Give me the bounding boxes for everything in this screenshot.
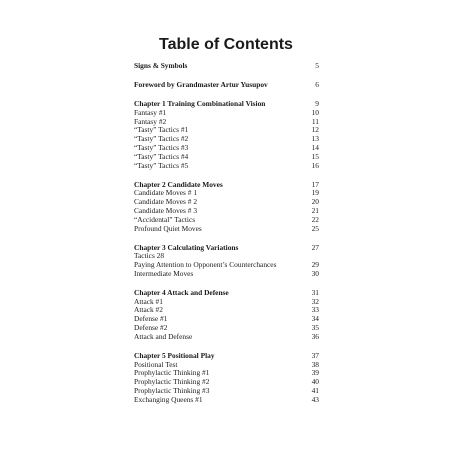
toc-entry-page: 43: [311, 394, 319, 404]
toc-entry-row: [134, 225, 319, 234]
toc-entry-title: “Tasty” Tactics #3: [134, 142, 189, 152]
toc-entry-page: 35: [311, 323, 319, 333]
toc-heading-page: 27: [311, 242, 319, 252]
toc-entry-title: “Tasty” Tactics #4: [134, 151, 189, 161]
toc-entry-page: 41: [311, 386, 319, 396]
toc-entry-page: 22: [311, 214, 319, 224]
toc-heading-row: [134, 62, 319, 71]
toc-entry-title: Tactics 28: [134, 251, 165, 261]
section-spacer: [134, 170, 319, 180]
toc-entry-page: 11: [311, 116, 319, 126]
toc-entry-row: [134, 333, 319, 342]
toc-entry-page: 39: [311, 368, 319, 378]
toc-entry-title: Prophylactic Thinking #3: [134, 386, 210, 396]
toc-entry-page: 29: [311, 260, 319, 270]
toc-heading-page: 9: [315, 98, 319, 108]
table-of-contents: [134, 62, 319, 405]
toc-entry-title: “Accidental” Tactics: [134, 214, 196, 224]
toc-heading-title: Chapter 1 Training Combinational Vision: [134, 98, 266, 108]
toc-entry-title: Prophylactic Thinking #2: [134, 377, 210, 387]
toc-entry-page: 19: [311, 188, 319, 198]
toc-entry-title: Attack #1: [134, 296, 163, 306]
toc-entry-page: 40: [311, 377, 319, 387]
toc-entry-title: Paying Attention to Opponent’s Counterchances: [134, 260, 277, 270]
toc-entry-page: 30: [311, 268, 319, 278]
toc-entry-page: 36: [311, 331, 319, 341]
page-title: Table of Contents: [159, 36, 293, 53]
toc-entry-row: [134, 396, 319, 405]
toc-entry-page: 12: [311, 125, 319, 135]
toc-entry-row: [134, 270, 319, 279]
toc-entry-title: Candidate Moves # 2: [134, 197, 198, 207]
toc-entry-page: 32: [311, 296, 319, 306]
toc-entry-title: Intermediate Moves: [134, 268, 194, 278]
toc-entry-title: Prophylactic Thinking #1: [134, 368, 210, 378]
toc-entry-page: 38: [311, 359, 319, 369]
toc-entry-title: Fantasy #1: [134, 107, 167, 117]
toc-heading-title: Chapter 3 Calculating Variations: [134, 242, 239, 252]
toc-entry-title: Candidate Moves # 1: [134, 188, 198, 198]
toc-heading-title: Chapter 2 Candidate Moves: [134, 179, 223, 189]
toc-entry-title: Exchanging Queens #1: [134, 394, 203, 404]
toc-entry-page: 16: [311, 160, 319, 170]
toc-heading-title: Foreword by Grandmaster Artur Yusupov: [134, 79, 268, 89]
toc-entry-page: 34: [311, 314, 319, 324]
toc-entry-title: Attack and Defense: [134, 331, 193, 341]
toc-heading-page: 5: [315, 61, 319, 70]
toc-heading-page: 6: [315, 79, 319, 89]
toc-entry-title: Candidate Moves # 3: [134, 205, 198, 215]
toc-heading-title: Signs & Symbols: [134, 61, 188, 70]
toc-entry-title: Profound Quiet Moves: [134, 223, 202, 233]
toc-entry-title: Defense #1: [134, 314, 168, 324]
toc-entry-row: [134, 162, 319, 171]
toc-entry-title: Attack #2: [134, 305, 163, 315]
toc-heading-row: [134, 81, 319, 90]
toc-entry-title: Defense #2: [134, 323, 168, 333]
toc-entry-title: “Tasty” Tactics #5: [134, 160, 189, 170]
toc-entry-page: 10: [311, 107, 319, 117]
toc-heading-page: 17: [311, 179, 319, 189]
toc-entry-title: “Tasty” Tactics #2: [134, 134, 189, 144]
toc-entry-page: 33: [311, 305, 319, 315]
toc-heading-title: Chapter 4 Attack and Defense: [134, 287, 229, 297]
toc-heading-title: Chapter 5 Positional Play: [134, 350, 215, 360]
toc-entry-page: 13: [311, 134, 319, 144]
toc-entry-page: 21: [311, 205, 319, 215]
toc-entry-page: 20: [311, 197, 319, 207]
toc-entry-page: 25: [311, 223, 319, 233]
toc-entry-title: Fantasy #2: [134, 116, 167, 126]
toc-entry-title: “Tasty” Tactics #1: [134, 125, 189, 135]
section-spacer: [134, 233, 319, 243]
toc-entry-title: Positional Test: [134, 359, 178, 369]
toc-entry-page: 14: [311, 142, 319, 152]
toc-entry-page: 15: [311, 151, 319, 161]
toc-heading-page: 37: [311, 350, 319, 360]
toc-heading-page: 31: [311, 287, 319, 297]
